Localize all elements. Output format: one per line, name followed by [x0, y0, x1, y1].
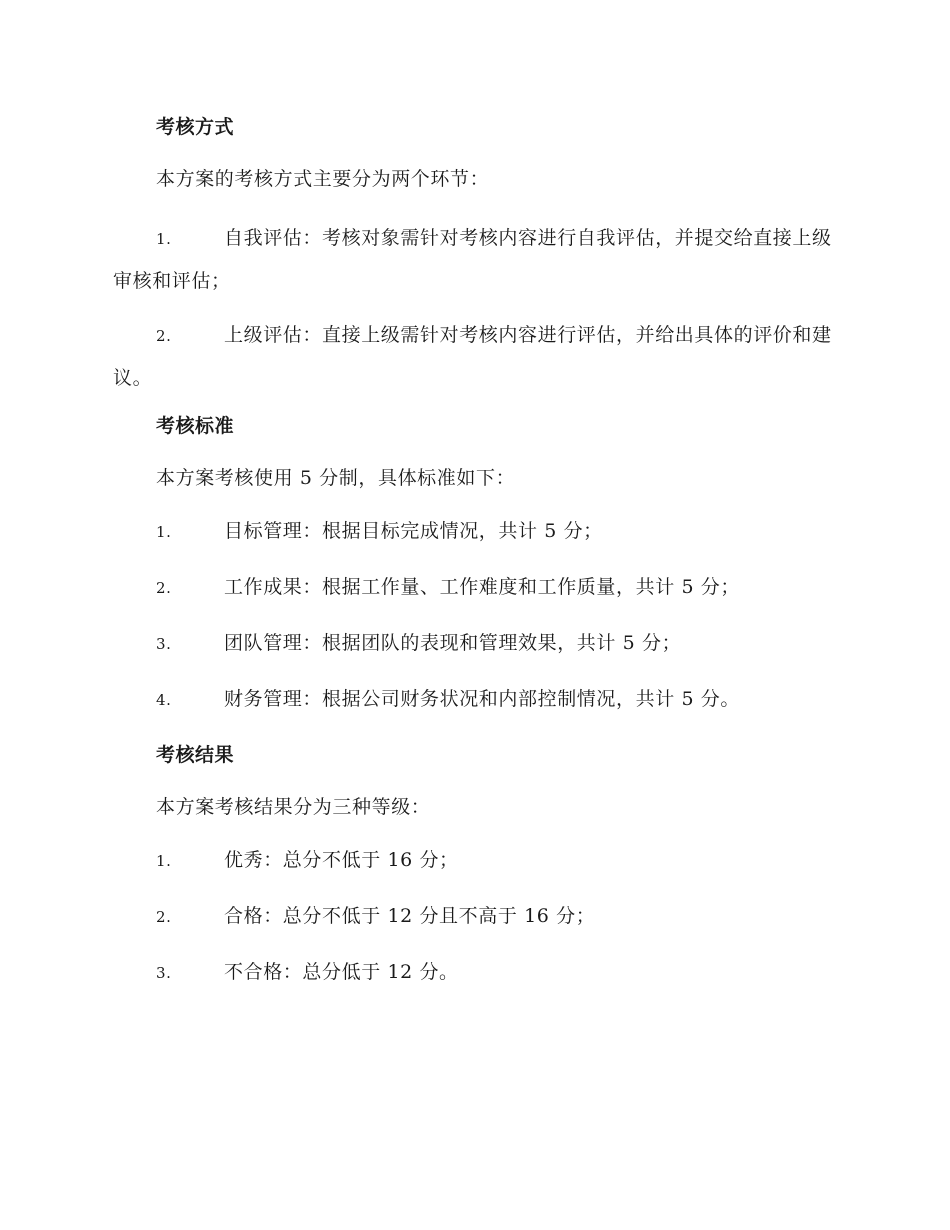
- section-heading: 考核标准: [156, 415, 235, 437]
- list-item-text: 不合格：总分低于 12 分。: [224, 961, 459, 983]
- list-item: [113, 217, 835, 302]
- list-item: [113, 957, 835, 988]
- list-number: 4.: [156, 691, 172, 709]
- list-item: [113, 572, 835, 603]
- list-number: 2.: [156, 579, 172, 597]
- list-number: 1.: [156, 523, 172, 541]
- section-heading: 考核结果: [156, 744, 235, 766]
- list-number: 1.: [156, 852, 172, 870]
- list-item-text: 工作成果：根据工作量、工作难度和工作质量，共计 5 分；: [224, 576, 740, 598]
- section-intro: 本方案考核结果分为三种等级：: [156, 796, 431, 818]
- section-intro: 本方案的考核方式主要分为两个环节：: [156, 168, 490, 190]
- section-assessment-method: [113, 112, 835, 399]
- list-item: [113, 314, 835, 399]
- document-body: [113, 112, 835, 1013]
- list-item-text: 合格：总分不低于 12 分且不高于 16 分；: [224, 905, 596, 927]
- list-number: 2.: [156, 908, 172, 926]
- list-number: 3.: [156, 635, 172, 653]
- list-item-text: 自我评估：考核对象需针对考核内容进行自我评估，并提交给直接上级审核和评估；: [113, 227, 832, 292]
- list-item-text: 团队管理：根据团队的表现和管理效果，共计 5 分；: [224, 632, 682, 654]
- list-number: 2.: [156, 327, 172, 345]
- list-number: 1.: [156, 230, 172, 248]
- list-item-text: 上级评估：直接上级需针对考核内容进行评估，并给出具体的评价和建议。: [113, 324, 832, 389]
- list-number: 3.: [156, 964, 172, 982]
- section-heading: 考核方式: [156, 116, 235, 138]
- list-item: [113, 516, 835, 547]
- list-item: [113, 845, 835, 876]
- list-item-text: 目标管理：根据目标完成情况，共计 5 分；: [224, 520, 603, 542]
- section-assessment-result: [113, 740, 835, 988]
- section-assessment-standard: [113, 411, 835, 715]
- list-item: [113, 684, 835, 715]
- list-item-text: 优秀：总分不低于 16 分；: [224, 849, 459, 871]
- list-item: [113, 628, 835, 659]
- section-intro: 本方案考核使用 5 分制，具体标准如下：: [156, 467, 516, 489]
- list-item: [113, 901, 835, 932]
- list-item-text: 财务管理：根据公司财务状况和内部控制情况，共计 5 分。: [224, 688, 740, 710]
